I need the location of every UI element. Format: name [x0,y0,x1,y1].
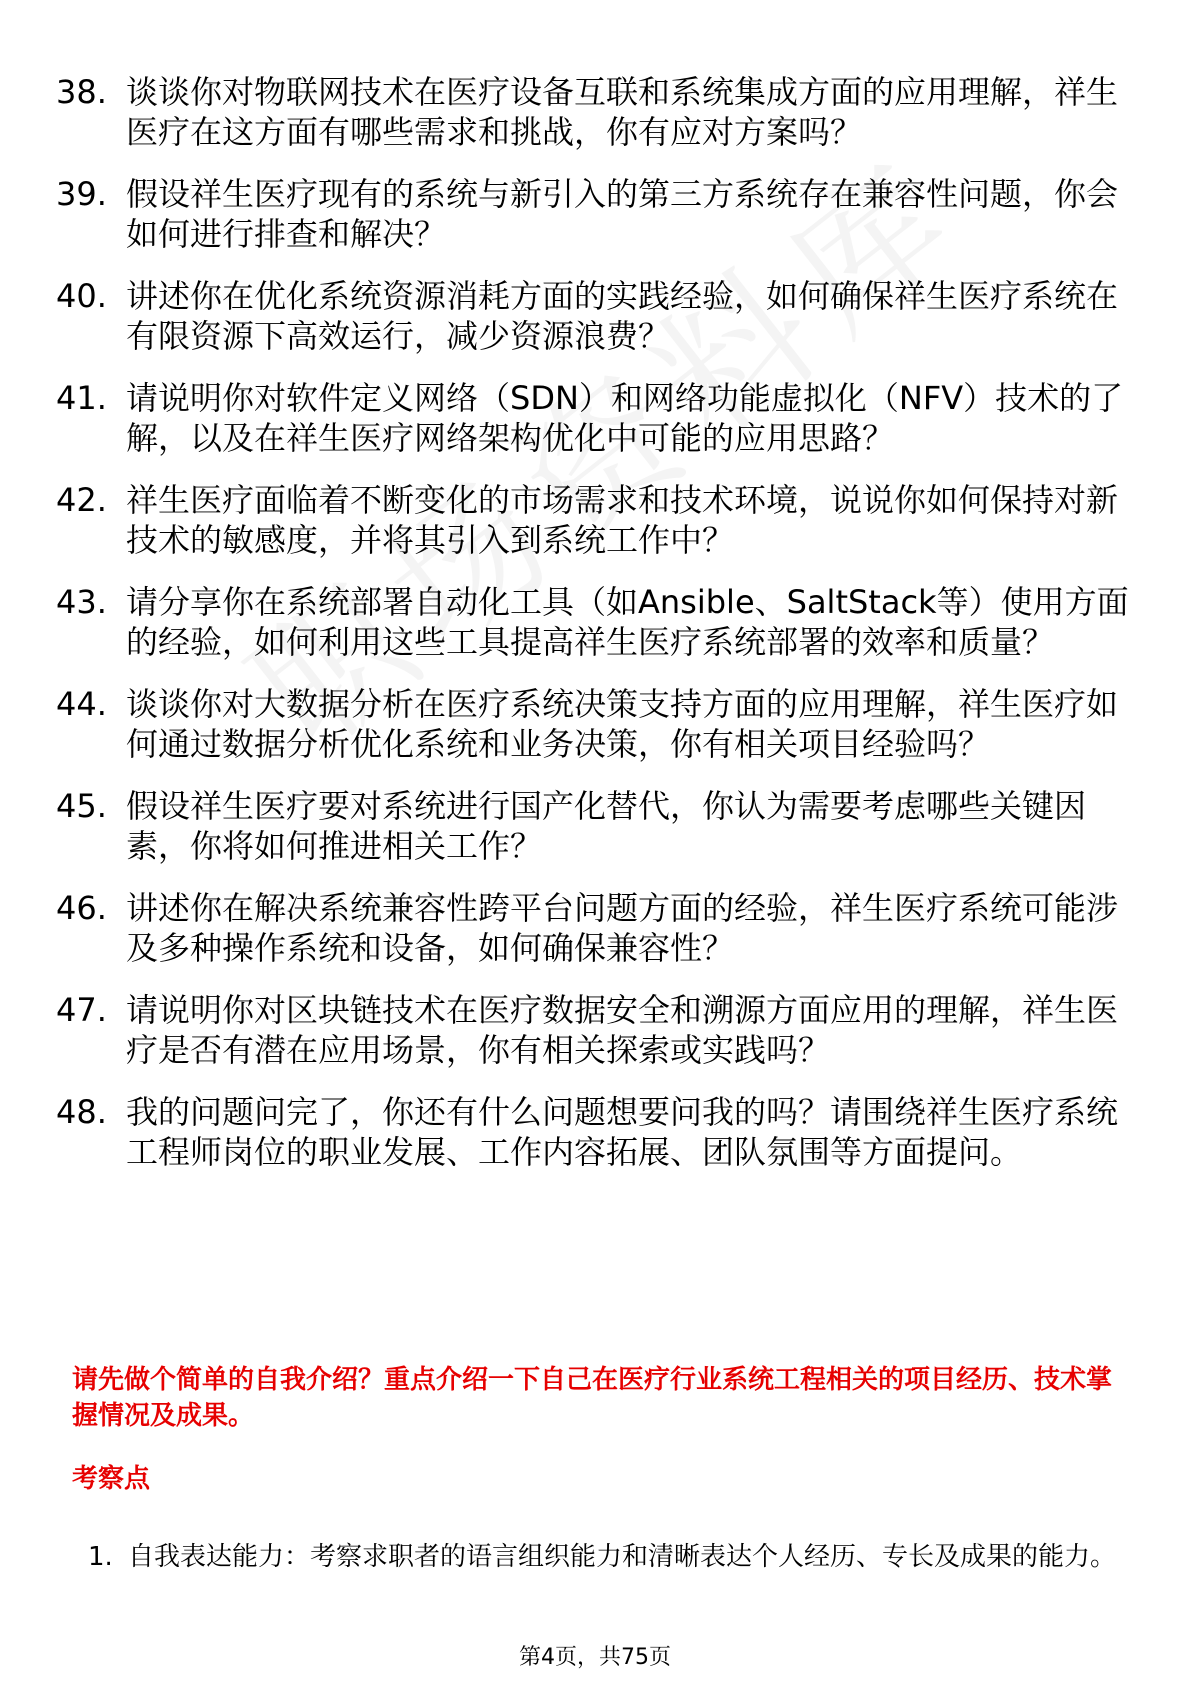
question-item [56,1092,1136,1172]
section-title: 考察点 [72,1464,151,1494]
question-text: 请说明你对区块链技术在医疗数据安全和溯源方面应用的理解，祥生医疗是否有潜在应用场景，你有相关探索或实践吗？ [126,991,1119,1069]
question-text: 假设祥生医疗现有的系统与新引入的第三方系统存在兼容性问题，你会如何进行排查和解决？ [126,175,1119,253]
question-number: 41. [56,379,107,417]
question-text: 请说明你对软件定义网络（SDN）和网络功能虚拟化（NFV）技术的了解，以及在祥生医疗网络架构优化中可能的应用思路？ [126,379,1124,457]
question-text: 讲述你在优化系统资源消耗方面的实践经验，如何确保祥生医疗系统在有限资源下高效运行，减少资源浪费？ [126,277,1119,355]
question-item [56,378,1136,458]
question-text: 祥生医疗面临着不断变化的市场需求和技术环境，说说你如何保持对新技术的敏感度，并将其引入到系统工作中？ [126,481,1119,559]
question-item [56,684,1136,764]
question-number: 44. [56,685,107,723]
question-item [56,480,1136,560]
question-item [56,72,1136,152]
question-item [56,888,1136,968]
question-item [56,174,1136,254]
question-text: 讲述你在解决系统兼容性跨平台问题方面的经验，祥生医疗系统可能涉及多种操作系统和设备，如何确保兼容性？ [126,889,1119,967]
point-number: 1. [88,1542,113,1572]
question-list [56,72,1136,1194]
question-number: 43. [56,583,107,621]
question-item [56,582,1136,662]
page-footer: 第4页，共75页 [519,1645,671,1670]
question-item [56,990,1136,1070]
question-number: 40. [56,277,107,315]
assessment-point [88,1528,1168,1586]
question-text: 谈谈你对物联网技术在医疗设备互联和系统集成方面的应用理解，祥生医疗在这方面有哪些需求和挑战，你有应对方案吗？ [126,73,1119,151]
question-number: 39. [56,175,107,213]
question-text: 假设祥生医疗要对系统进行国产化替代，你认为需要考虑哪些关键因素，你将如何推进相关工作？ [126,787,1087,865]
question-number: 48. [56,1093,107,1131]
point-text: 自我表达能力：考察求职者的语言组织能力和清晰表达个人经历、专长及成果的能力。 [128,1542,1117,1572]
question-number: 38. [56,73,107,111]
question-text: 谈谈你对大数据分析在医疗系统决策支持方面的应用理解，祥生医疗如何通过数据分析优化系统和业务决策，你有相关项目经验吗？ [126,685,1119,763]
question-number: 46. [56,889,107,927]
question-text: 我的问题问完了，你还有什么问题想要问我的吗？请围绕祥生医疗系统工程师岗位的职业发展、工作内容拓展、团队氛围等方面提问。 [126,1093,1119,1171]
question-item [56,786,1136,866]
question-text: 请分享你在系统部署自动化工具（如Ansible、SaltStack等）使用方面的经验，如何利用这些工具提高祥生医疗系统部署的效率和质量？ [126,583,1129,661]
highlight-question: 请先做个简单的自我介绍？重点介绍一下自己在医疗行业系统工程相关的项目经历、技术掌握情况及成果。 [72,1365,1113,1431]
question-number: 45. [56,787,107,825]
question-number: 47. [56,991,107,1029]
question-item [56,276,1136,356]
question-number: 42. [56,481,107,519]
